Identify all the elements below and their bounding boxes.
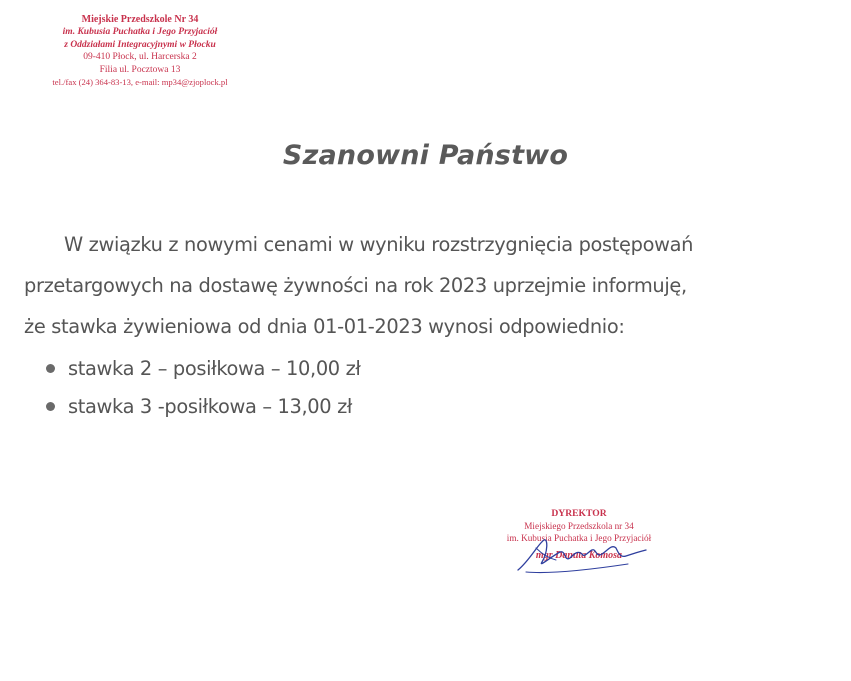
rate-text: stawka 3 -posiłkowa – 13,00 zł <box>68 395 353 418</box>
director-patron: im. Kubusia Puchatka i Jego Przyjaciół <box>506 533 652 543</box>
rate-text: stawka 2 – posiłkowa – 10,00 zł <box>68 357 361 380</box>
stamp-patron: im. Kubusia Puchatka i Jego Przyjaciół <box>62 27 218 38</box>
paragraph-line-3: że stawka żywieniowa od dnia 01-01-2023 wynosi odpowiednio: <box>24 315 625 338</box>
institution-stamp <box>22 14 258 88</box>
stamp-contact: tel./fax (24) 364-83-13, e-mail: mp34@zjoplock.pl <box>52 77 228 88</box>
stamp-address: 09-410 Płock, ul. Harcerska 2 <box>83 52 197 63</box>
page-title: Szanowni Państwo <box>282 140 569 171</box>
paragraph-line-2: przetargowych na dostawę żywności na rok 2023 uprzejmie informuję, <box>24 274 687 297</box>
paragraph-line-1: W związku z nowymi cenami w wyniku rozstrzygnięcia postępowań <box>64 233 694 256</box>
director-institution: Miejskiego Przedszkola nr 34 <box>524 521 634 531</box>
stamp-institution-name: Miejskie Przedszkole Nr 34 <box>81 14 199 25</box>
stamp-departments: z Oddziałami Integracyjnymi w Płocku <box>64 39 216 50</box>
director-signer: mgr Danuta Komosa <box>535 550 623 561</box>
director-role: DYREKTOR <box>551 508 607 519</box>
stamp-branch: Filia ul. Pocztowa 13 <box>99 64 181 75</box>
list-item <box>46 388 361 426</box>
bullet-icon <box>46 402 55 411</box>
bullet-icon <box>46 364 55 373</box>
rates-list <box>46 350 361 426</box>
handwritten-signature-icon <box>508 530 658 578</box>
list-item <box>46 350 361 388</box>
announcement-paragraph <box>24 224 839 347</box>
